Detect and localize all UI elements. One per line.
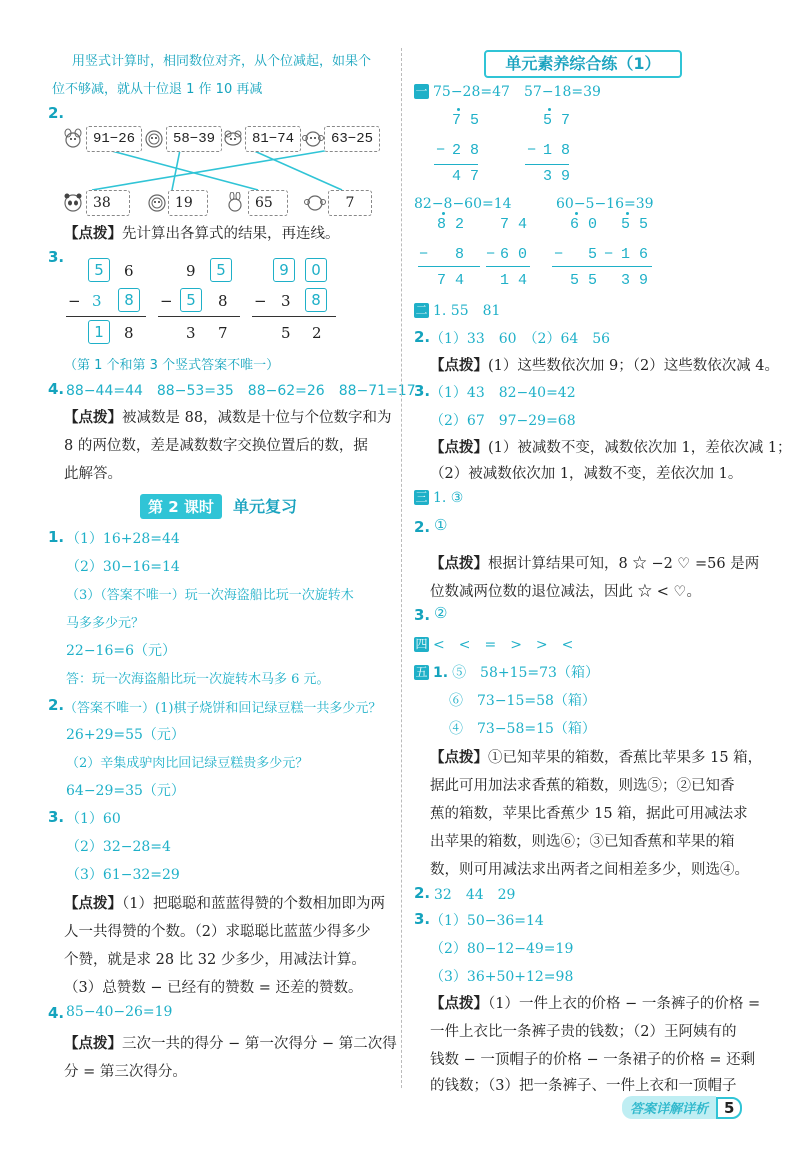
p3-2: ① [434,516,448,534]
r3-tip-line-3: 个赞，就是求 28 比 32 少多少，用减法计算。 [64,952,366,968]
p5-3-tip-line-3: 钱数 − 一顶帽子的价格 − 一条裙子的价格 = 还剩 [430,1052,756,1068]
r1-a: （1）16+28=44 [66,531,180,547]
v3-e: 1 4 [500,272,528,289]
part-four-mark: 四 [415,637,428,651]
r2-c: （2）辛集成驴肉比回记绿豆糕贵多少元？ [66,756,309,771]
p5-tip-line-4: 出苹果的箱数，则选⑥；③已知香蕉和苹果的箱 [430,834,735,850]
intro-line-2: 位不够减，就从十位退 1 作 10 再减 [52,82,263,97]
q4-tip-line-1 [64,406,392,427]
r2-d: 64−29=35（元） [66,783,185,799]
q3-c1-r3a[interactable]: 1 [88,320,110,344]
p2-2: （1）33 60 （2）64 56 [430,331,611,347]
r2-number: 2. [48,696,65,714]
r3-tip-line-4: （3）总赞数 − 已经有的赞数 = 还差的赞数。 [64,980,363,996]
q2-tip [64,222,340,243]
r3-tip-line-1 [64,892,385,913]
q4-answer: 88−44=44 88−53=35 88−62=26 88−71=17 [66,383,416,399]
v4-line-1 [552,266,612,267]
q3-c2-r1b[interactable]: 5 [210,258,232,282]
v2-a: 5 7 [543,112,571,129]
rabbit-icon [62,128,84,148]
v3-c: 7 4 [437,272,465,289]
q3-c2-r3b: 7 [218,324,228,342]
p2-line-1 [414,300,500,320]
p5-3a: （1）50−36=14 [430,913,544,929]
part-five-mark: 五 [415,665,428,679]
p3-2-number: 2. [414,518,431,536]
v3-line-1 [418,266,480,267]
r4-number: 4. [48,1004,65,1022]
r2-a: （答案不唯一）(1)棋子烧饼和回记绿豆糕一共多少元？ [64,701,382,716]
q3-c1-op: − [68,292,81,310]
q3-c3-r1b[interactable]: 0 [305,258,327,282]
v4-a: 6 0 [570,216,598,233]
tip-label: 【点拨】 [430,357,488,374]
v3-a: 8 2 [437,216,465,233]
p5-1b: ⑥ 73−15=58（箱） [449,693,596,709]
v1-a: 7 5 [452,112,480,129]
p2-3-number: 3. [414,382,431,400]
q3-c3-r2b[interactable]: 8 [305,288,327,312]
r1-number: 1. [48,528,65,546]
q3-c3-line [252,316,336,317]
footer-label: 答案详解详析 [622,1096,716,1119]
borrow-dot [575,212,578,215]
borrow-dot [626,212,629,215]
q2-bottom-ans-4[interactable]: 7 [328,190,372,216]
v3-line-2 [486,266,530,267]
p2-3b: （2）67 97−29=68 [430,413,576,429]
section-badge: 第 2 课时 [140,494,222,519]
q3-number: 3. [48,248,65,266]
p5-2: 32 44 29 [434,887,516,903]
tip-label: 【点拨】 [430,439,488,456]
p5-1c: ④ 73−58=15（箱） [449,721,596,737]
q4-tip-line-3: 此解答。 [64,466,122,482]
p5-tip-line-5: 数，则可用减法求出两者之间相差多少，则选④。 [430,862,749,878]
p5-3-tip-line-1 [430,992,760,1013]
p5-tip-line-3: 蕉的箱数，苹果比香蕉少 15 箱，据此可用减法求 [430,806,748,822]
v2-op: − [527,142,537,159]
r3-b: （2）32−28=4 [66,839,171,855]
section-header [140,494,297,520]
q3-c2-r2b: 8 [218,292,228,310]
sheep-icon [222,128,244,148]
v4-t: 5 5 [621,216,649,233]
v1-c: 4 7 [452,168,480,185]
tip-label: 【点拨】 [64,895,122,912]
column-divider [401,48,402,1088]
q3-c1-r1a[interactable]: 5 [88,258,110,282]
tip-label: 【点拨】 [64,409,122,426]
p1-eq-1: 75−28=47 [433,84,510,100]
tip-label: 【点拨】 [430,749,488,766]
p3-3-number: 3. [414,606,431,624]
p1-line [414,84,510,100]
p3-1: 1. ③ [433,490,464,506]
p4-answers: < < = > > < [433,637,574,653]
tip-label: 【点拨】 [64,1035,122,1052]
p2-2-tip [430,354,779,375]
intro-line-1: 用竖式计算时，相同数位对齐，从个位减起，如果个 [72,54,372,69]
p5-1-number: 1. [433,665,449,681]
borrow-dot [442,212,445,215]
part-two-mark: 二 [415,303,428,317]
p5-3-number: 3. [414,910,431,928]
q2-top-expr-3[interactable]: 81−74 [245,126,301,152]
p1-eq-2: 57−18=39 [524,84,601,100]
v3-d: 6 0 [500,246,528,263]
v3-t: 7 4 [500,216,528,233]
q3-c3-op: − [254,292,267,310]
v4-line-2 [604,266,652,267]
p5-tip-line-1 [430,746,762,767]
v4-c: 5 5 [570,272,598,289]
p1-eq-4: 60−5−16=39 [556,196,654,212]
q3-c2-r2a[interactable]: 5 [180,288,202,312]
p3-2-tip-line-1 [430,552,759,573]
v3-op: − [419,246,429,263]
v4-op: − [554,246,564,263]
q2-bottom-ans-3[interactable]: 65 [248,190,288,216]
p5-3-tip-line-2: 一件上衣比一条裤子贵的钱数；（2）王阿姨有的 [430,1024,737,1040]
r1-c1: （3）（答案不唯一）玩一次海盗船比玩一次旋转木 [66,588,354,603]
q4-tip-line-2: 8 的两位数，差是减数数字交换位置后的数，据 [64,438,368,454]
q2-number: 2. [48,104,65,122]
q2-top-expr-1[interactable]: 91−26 [86,126,142,152]
q2-bottom-ans-1[interactable]: 38 [86,190,130,216]
section-title: 单元复习 [232,497,297,516]
q3-c2-r1a: 9 [186,262,196,280]
p5-1a: ⑤ 58+15=73（箱） [452,665,599,681]
v2-c: 3 9 [543,168,571,185]
r3-a: （1）60 [66,811,121,827]
v4-b: 5 [588,246,598,263]
r4-tip-line-1 [64,1032,397,1053]
v2-line [525,164,569,165]
tip-label: 【点拨】 [430,995,488,1012]
r4-tip-line-2: 分 = 第三次得分。 [64,1064,187,1080]
v3-b: 8 [455,246,465,263]
v1-op: − [436,142,446,159]
q4-number: 4. [48,380,65,398]
q2-match-lines [0,0,400,220]
tip-text: （1）把聪聪和蓝蓝得赞的个数相加即为两 [122,896,385,912]
tip-text: (1）这些数依次加 9；（2）这些数依次减 4。 [488,358,780,374]
panda-icon [62,192,84,212]
tip-text: 被减数是 88，减数是十位与个位数字和为 [122,410,392,426]
q3-c1-line [66,316,146,317]
q3-c1-r1b: 6 [124,262,134,280]
part-three-mark: 三 [415,490,428,504]
q3-c1-r2b[interactable]: 8 [118,288,140,312]
bunny-icon [224,192,246,212]
q3-c2-op: − [160,292,173,310]
p2-1: 1. 55 81 [433,303,501,319]
r1-b: （2）30−16=14 [66,559,180,575]
q3-c3-r2a: 3 [281,292,291,310]
p5-tip-line-2: 据此可用加法求香蕉的箱数，则选⑤；②已知香 [430,778,735,794]
q3-c2-r3a: 3 [186,324,196,342]
tip-text: （1）一件上衣的价格 − 一条裤子的价格 = [488,996,761,1012]
tip-text: 根据计算结果可知，8 ☆ −2 ♡ =56 是两 [488,556,760,572]
p5-3c: （3）36+50+12=98 [430,969,574,985]
p2-3-tip-line-1 [430,436,792,457]
v4-e: 3 9 [621,272,649,289]
p1-eq-3: 82−8−60=14 [414,196,512,212]
v2-b: 1 8 [543,142,571,159]
page-number: 5 [716,1097,742,1119]
borrow-dot [457,108,460,111]
p3-line-1 [414,490,463,506]
r1-c4: 答：玩一次海盗船比玩一次旋转木马多 6 元。 [66,672,330,687]
tip-text: 三次一共的得分 − 第一次得分 − 第二次得 [122,1036,397,1052]
p2-2-number: 2. [414,328,431,346]
v4-d: 1 6 [621,246,649,263]
tip-text: (1）被减数不变，减数依次加 1，差依次减 1； [488,440,792,456]
q2-top-expr-2[interactable]: 58−39 [166,126,222,152]
unit-title: 单元素养综合练（1） [484,50,682,78]
p3-3: ② [434,604,448,622]
p5-line-1 [414,662,599,682]
p2-3-tip-line-2: （2）被减数依次加 1，减数不变，差依次加 1。 [430,466,743,482]
match-line-2 [172,150,180,190]
r3-tip-line-2: 人一共得赞的个数。（2）求聪聪比蓝蓝少得多少 [64,924,371,940]
q3-c2-line [158,316,240,317]
v3-op-2: − [486,246,496,263]
monkey-icon-2 [304,192,326,212]
lion-icon [143,128,165,148]
r4-a: 85−40−26=19 [66,1004,173,1020]
q3-c1-r2a: 3 [92,292,102,310]
p3-2-tip-line-2: 位数减两位数的退位减法，因此 ☆ < ♡。 [430,584,701,600]
p5-2-number: 2. [414,884,431,902]
q2-top-expr-4[interactable]: 63−25 [324,126,380,152]
v4-op-2: − [604,246,614,263]
lion-icon-2 [146,192,168,212]
tip-label: 【点拨】 [430,555,488,572]
tip-label: 【点拨】 [64,225,122,242]
p4-line [414,634,573,654]
r2-b: 26+29=55（元） [66,727,185,743]
borrow-dot [548,108,551,111]
r3-number: 3. [48,808,65,826]
tip-text: 先计算出各算式的结果，再连线。 [122,226,340,242]
q3-c3-r3b: 2 [312,324,322,342]
r3-c: （3）61−32=29 [66,867,180,883]
q3-c3-r1a[interactable]: 9 [273,258,295,282]
r1-c2: 马多多少元？ [66,616,145,631]
q3-c3-r3a: 5 [281,324,291,342]
part-one-mark: 一 [415,84,428,98]
q3-c1-r3b: 8 [124,324,134,342]
r1-c3: 22−16=6（元） [66,643,176,659]
page-footer [622,1096,742,1118]
v1-line [434,164,478,165]
monkey-icon [302,128,324,148]
p5-3b: （2）80−12−49=19 [430,941,574,957]
q3-note: （第 1 个和第 3 个竖式答案不唯一） [64,358,280,373]
q2-bottom-ans-2[interactable]: 19 [168,190,208,216]
tip-text: ①已知苹果的箱数，香蕉比苹果多 15 箱， [488,750,763,766]
p2-3a: （1）43 82−40=42 [430,385,576,401]
p5-3-tip-line-4: 的钱数；（3）把一条裤子、一件上衣和一顶帽子 [430,1078,737,1094]
v1-b: 2 8 [452,142,480,159]
